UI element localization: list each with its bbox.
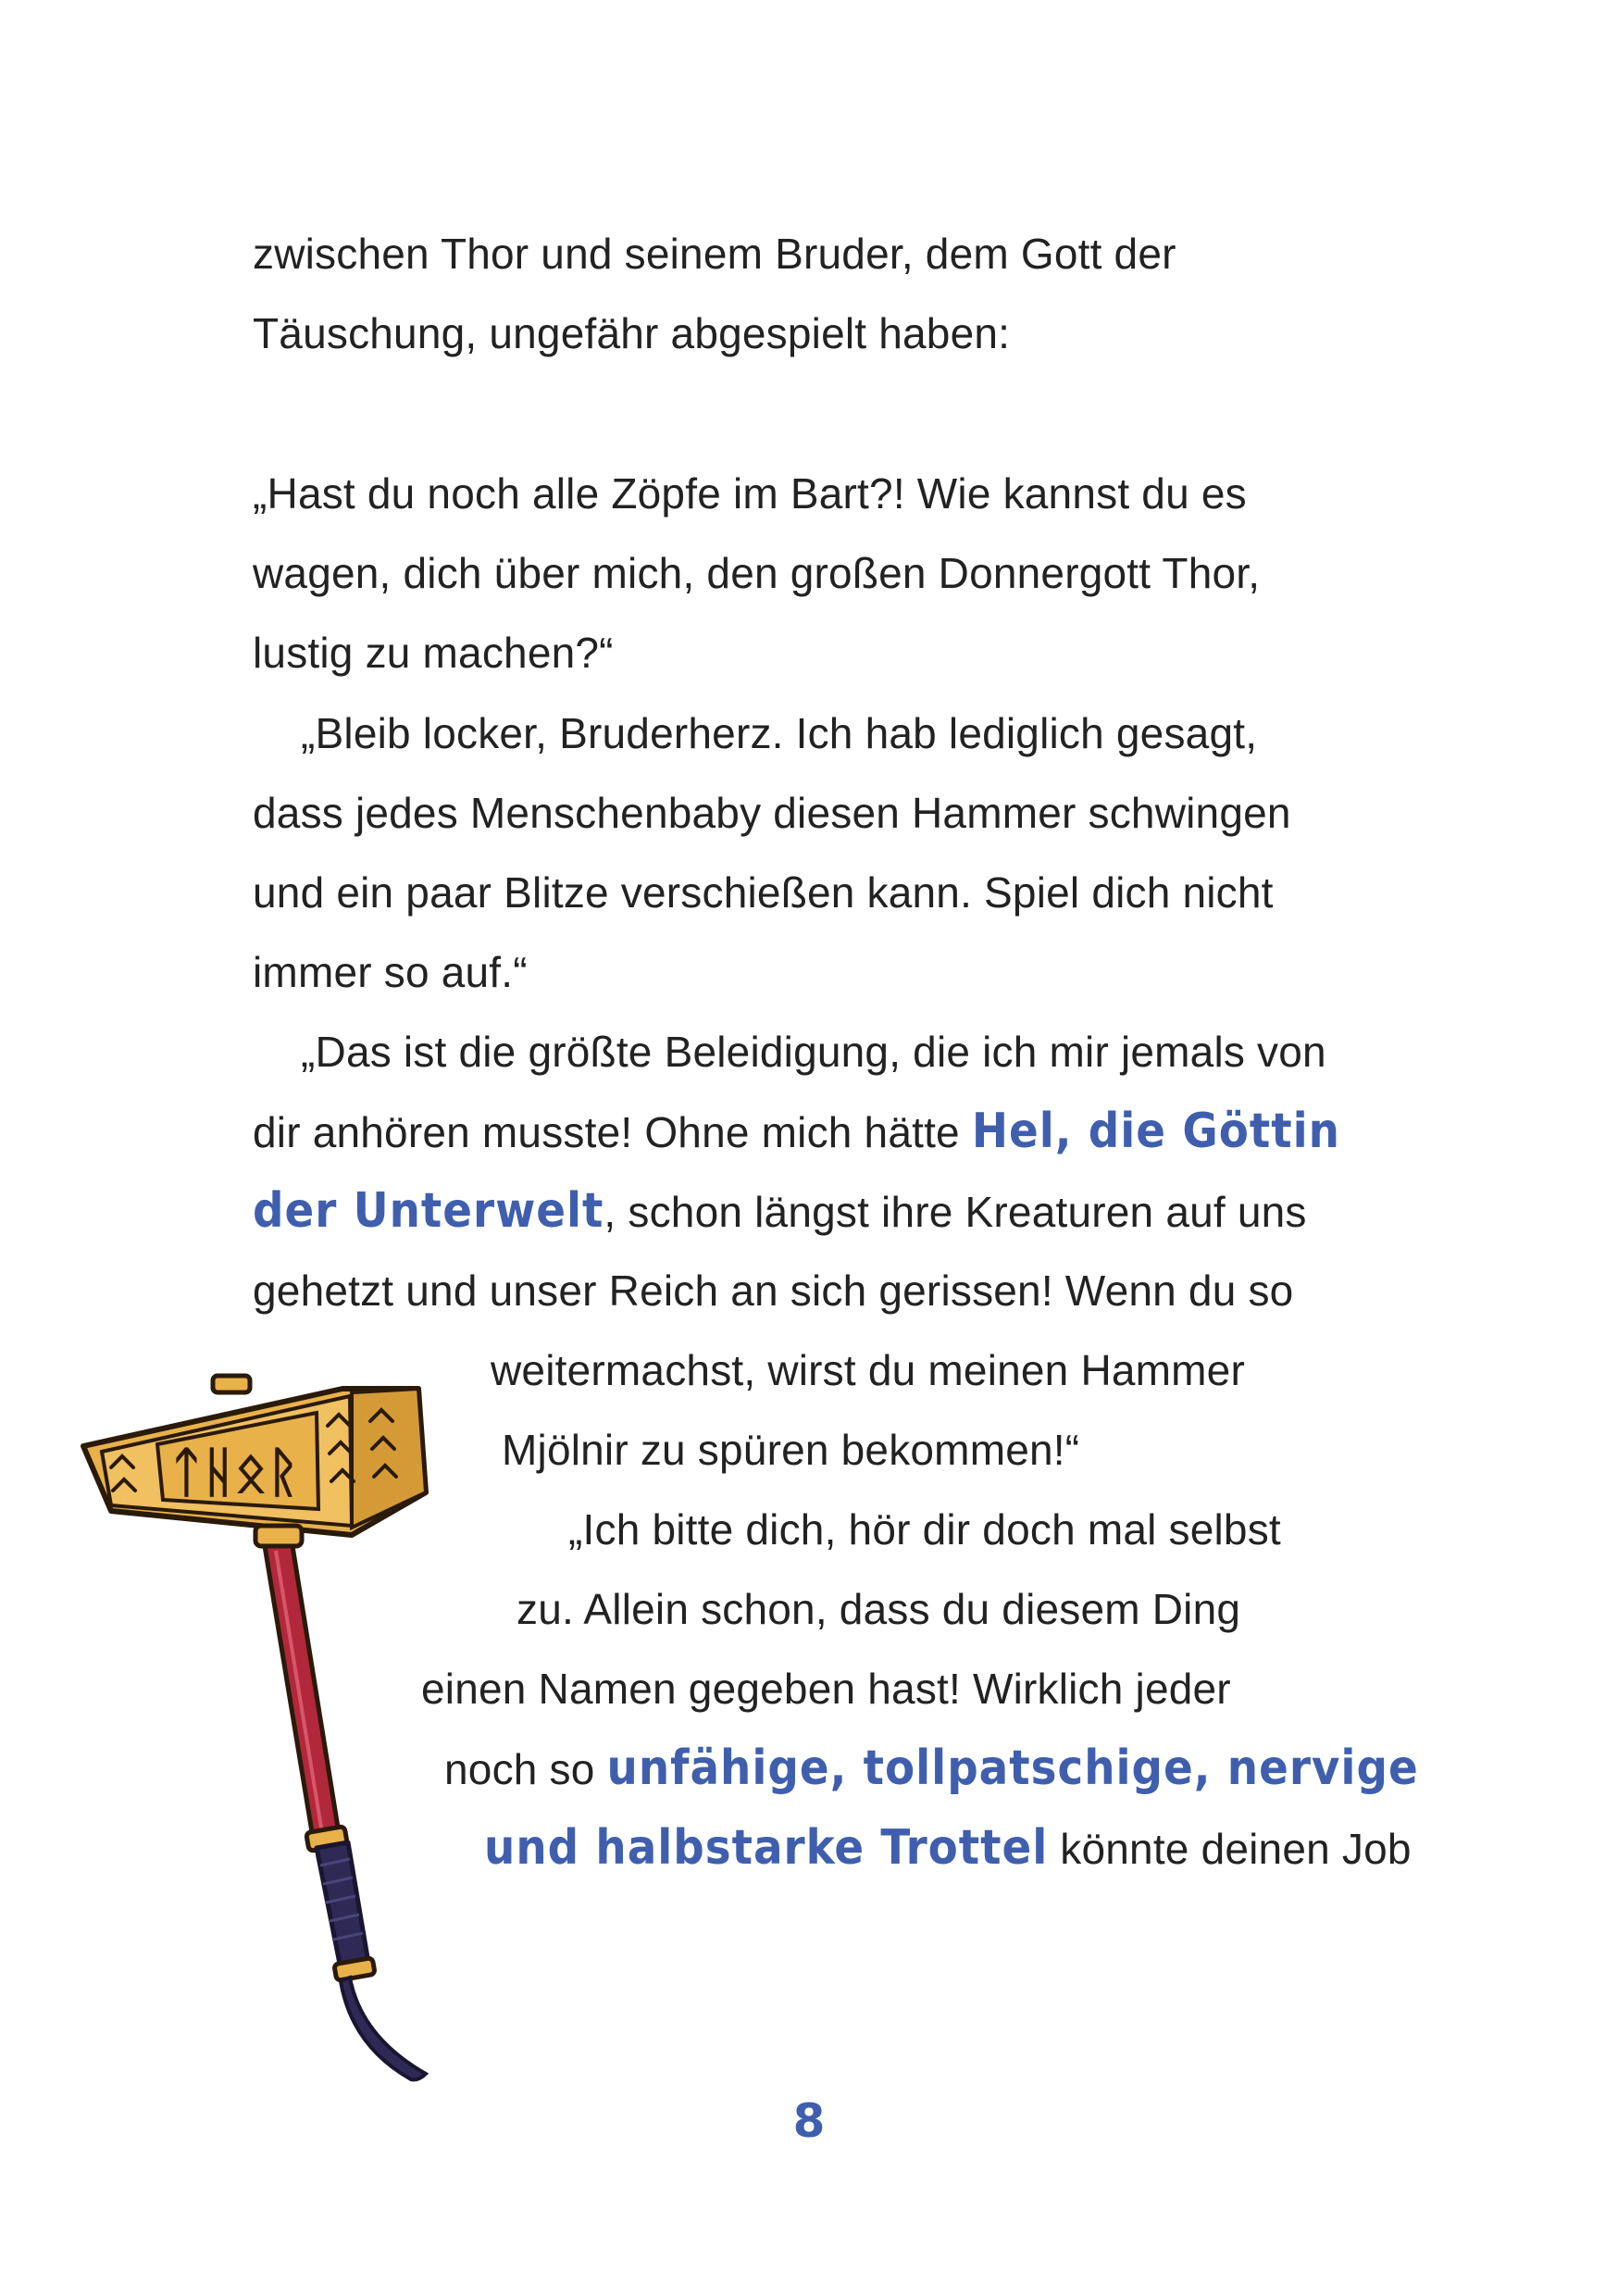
text-line: wagen, dich über mich, den großen Donnergott Thor, — [253, 549, 1261, 597]
text-segment: noch so — [444, 1745, 607, 1793]
text-line: „Das ist die größte Beleidigung, die ich mir jemals von — [301, 1028, 1326, 1076]
text-line: zwischen Thor und seinem Bruder, dem Gott der — [253, 230, 1176, 278]
highlight-name: Hel, die Göttin — [971, 1104, 1340, 1159]
hammer-head — [83, 1376, 426, 1546]
text-line — [253, 1104, 1340, 1160]
text-line: weitermachst, wirst du meinen Hammer — [491, 1346, 1245, 1394]
text-line: Mjölnir zu spüren bekommen!“ — [502, 1426, 1080, 1474]
text-line: „Ich bitte dich, hör dir doch mal selbst — [568, 1505, 1281, 1554]
hammer-handle — [265, 1546, 426, 2079]
text-line: einen Namen gegeben hast! Wirklich jeder — [421, 1665, 1231, 1713]
text-line: „Bleib locker, Bruderherz. Ich hab lediglich gesagt, — [301, 709, 1258, 757]
highlight-insult: unfähige, tollpatschige, nervige — [606, 1741, 1419, 1796]
text-line — [253, 1183, 1307, 1240]
page-number: 8 — [792, 2094, 826, 2148]
hammer-illustration — [74, 1370, 518, 2111]
text-segment: , schon längst ihre Kreaturen auf uns — [604, 1188, 1307, 1236]
highlight-insult: und halbstarke Trottel — [484, 1820, 1049, 1876]
text-line: Täuschung, ungefähr abgespielt haben: — [253, 309, 1011, 357]
text-line: und ein paar Blitze verschießen kann. Spiel dich nicht — [253, 868, 1274, 917]
text-line — [484, 1820, 1412, 1877]
text-segment: könnte deinen Job — [1048, 1825, 1412, 1873]
text-line — [444, 1741, 1419, 1797]
text-line: dass jedes Menschenbaby diesen Hammer schwingen — [253, 789, 1291, 837]
text-line: „Hast du noch alle Zöpfe im Bart?! Wie kannst du es — [253, 469, 1247, 518]
text-line: zu. Allein schon, dass du diesem Ding — [517, 1585, 1241, 1633]
text-segment: dir anhören musste! Ohne mich hätte — [253, 1108, 972, 1156]
highlight-name: der Unterwelt — [253, 1183, 604, 1239]
text-line: lustig zu machen?“ — [253, 629, 614, 677]
text-line: immer so auf.“ — [253, 948, 528, 996]
text-line: gehetzt und unser Reich an sich gerissen! Wenn du so — [253, 1267, 1294, 1315]
hammer-runes: ᛏᚺᛟᚱ — [170, 1441, 300, 1504]
